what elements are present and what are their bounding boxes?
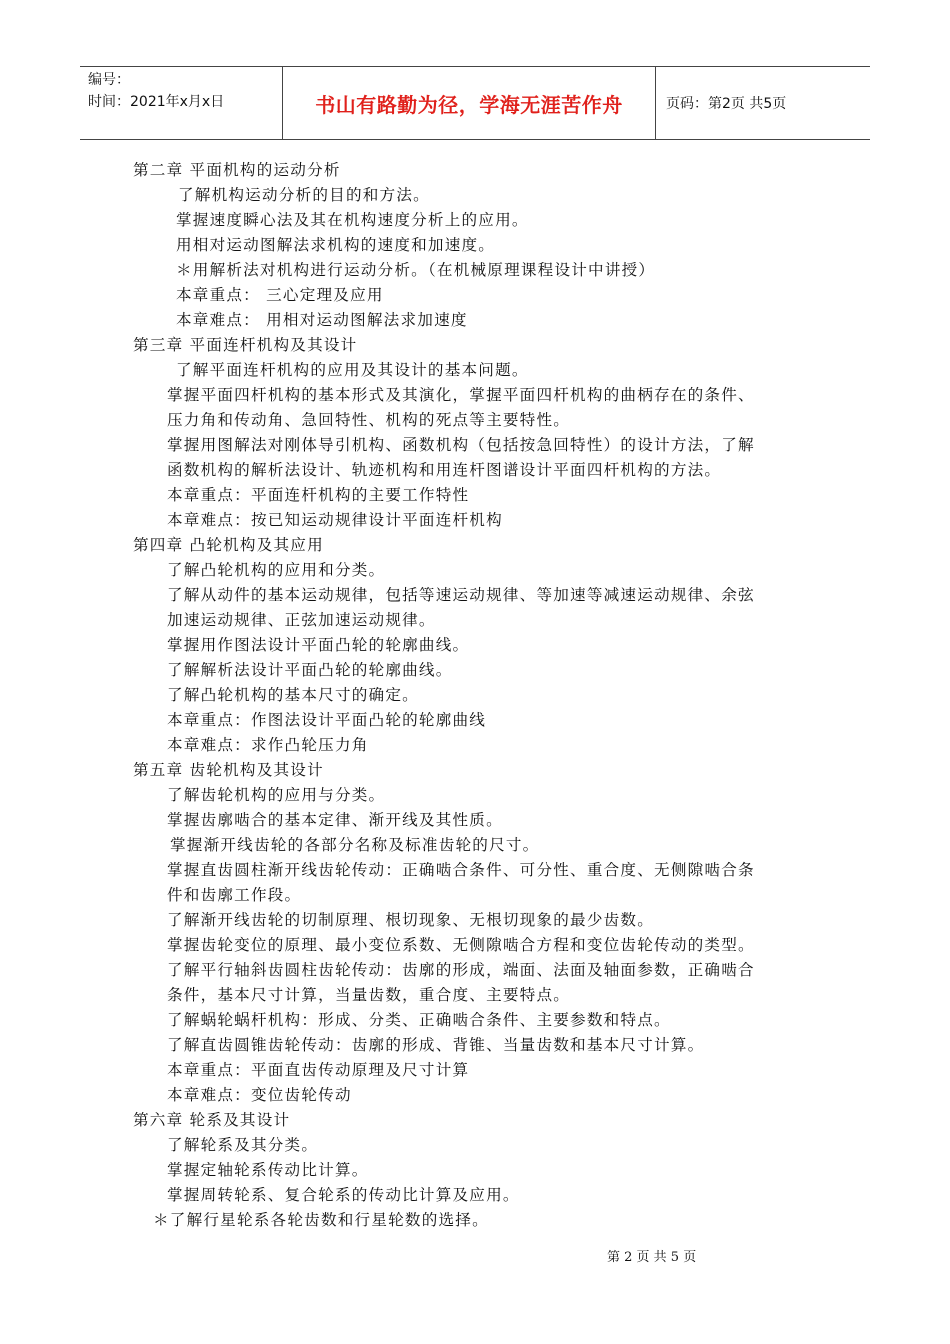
text-line: 了解解析法设计平面凸轮的轮廓曲线。 [167, 661, 453, 679]
page-header [80, 66, 870, 140]
text-line: 掌握周转轮系、复合轮系的传动比计算及应用。 [167, 1186, 520, 1204]
header-motto: 书山有路勤为径，学海无涯苦作舟 [283, 67, 656, 139]
text-line: 加速运动规律、正弦加速运动规律。 [167, 611, 436, 629]
text-line: 了解从动件的基本运动规律，包括等速运动规律、等加速等减速运动规律、余弦 [167, 586, 755, 604]
text-line: 了解凸轮机构的应用和分类。 [167, 561, 386, 579]
text-line: 掌握直齿圆柱渐开线齿轮传动：正确啮合条件、可分性、重合度、无侧隙啮合条 [167, 861, 755, 879]
text-line: 本章重点：平面直齿传动原理及尺寸计算 [167, 1061, 470, 1079]
text-line: 用相对运动图解法求机构的速度和加速度。 [176, 236, 496, 254]
text-line: 了解直齿圆锥齿轮传动：齿廓的形成、背锥、当量齿数和基本尺寸计算。 [167, 1036, 705, 1054]
text-line: 了解齿轮机构的应用与分类。 [167, 786, 386, 804]
text-line: 掌握速度瞬心法及其在机构速度分析上的应用。 [176, 211, 529, 229]
header-meta [80, 67, 283, 139]
text-line: 掌握平面四杆机构的基本形式及其演化，掌握平面四杆机构的曲柄存在的条件、 [167, 386, 755, 404]
text-line: 掌握用图解法对刚体导引机构、函数机构（包括按急回特性）的设计方法，了解 [167, 436, 755, 454]
text-line: 函数机构的解析法设计、轨迹机构和用连杆图谱设计平面四杆机构的方法。 [167, 461, 722, 479]
text-line: 本章难点：变位齿轮传动 [167, 1086, 352, 1104]
code-label: 编号： [88, 72, 130, 88]
text-line: ＊用解析法对机构进行运动分析。（在机械原理课程设计中讲授） [176, 261, 656, 279]
text-line: 条件，基本尺寸计算，当量齿数，重合度、主要特点。 [167, 986, 571, 1004]
text-line: 掌握齿轮变位的原理、最小变位系数、无侧隙啮合方程和变位齿轮传动的类型。 [167, 936, 755, 954]
text-line: 本章重点：平面连杆机构的主要工作特性 [167, 486, 470, 504]
text-line: 掌握定轴轮系传动比计算。 [167, 1161, 369, 1179]
text-line: 掌握齿廓啮合的基本定律、渐开线及其性质。 [167, 811, 503, 829]
chapter-heading: 第二章 平面机构的运动分析 [133, 161, 341, 179]
text-line: 了解轮系及其分类。 [167, 1136, 319, 1154]
text-line: 件和齿廓工作段。 [167, 886, 302, 904]
text-line: 本章难点：按已知运动规律设计平面连杆机构 [167, 511, 503, 529]
text-line: 了解凸轮机构的基本尺寸的确定。 [167, 686, 419, 704]
text-line: 了解蜗轮蜗杆机构：形成、分类、正确啮合条件、主要参数和特点。 [167, 1011, 671, 1029]
text-line: 掌握用作图法设计平面凸轮的轮廓曲线。 [167, 636, 470, 654]
text-line: 本章重点：作图法设计平面凸轮的轮廓曲线 [167, 711, 487, 729]
text-line: 本章重点： 三心定理及应用 [176, 286, 384, 304]
text-line: 了解机构运动分析的目的和方法。 [178, 186, 430, 204]
header-page-label: 页码：第2页 共5页 [666, 96, 787, 112]
text-line: 了解渐开线齿轮的切制原理、根切现象、无根切现象的最少齿数。 [167, 911, 655, 929]
chapter-heading: 第五章 齿轮机构及其设计 [133, 761, 324, 779]
page-footer: 第 2 页 共 5 页 [607, 1250, 697, 1265]
chapter-heading: 第四章 凸轮机构及其应用 [133, 536, 324, 554]
chapter-heading: 第三章 平面连杆机构及其设计 [133, 336, 358, 354]
chapter-heading: 第六章 轮系及其设计 [133, 1111, 291, 1129]
text-line: ＊了解行星轮系各轮齿数和行星轮数的选择。 [153, 1211, 489, 1229]
text-line: 压力角和传动角、急回特性、机构的死点等主要特性。 [167, 411, 571, 429]
text-line: 本章难点：求作凸轮压力角 [167, 736, 369, 754]
time-label: 时间：2021年x月x日 [88, 94, 225, 110]
text-line: 了解平行轴斜齿圆柱齿轮传动：齿廓的形成，端面、法面及轴面参数，正确啮合 [167, 961, 755, 979]
text-line: 本章难点： 用相对运动图解法求加速度 [176, 311, 468, 329]
text-line: 掌握渐开线齿轮的各部分名称及标准齿轮的尺寸。 [170, 836, 540, 854]
text-line: 了解平面连杆机构的应用及其设计的基本问题。 [176, 361, 529, 379]
